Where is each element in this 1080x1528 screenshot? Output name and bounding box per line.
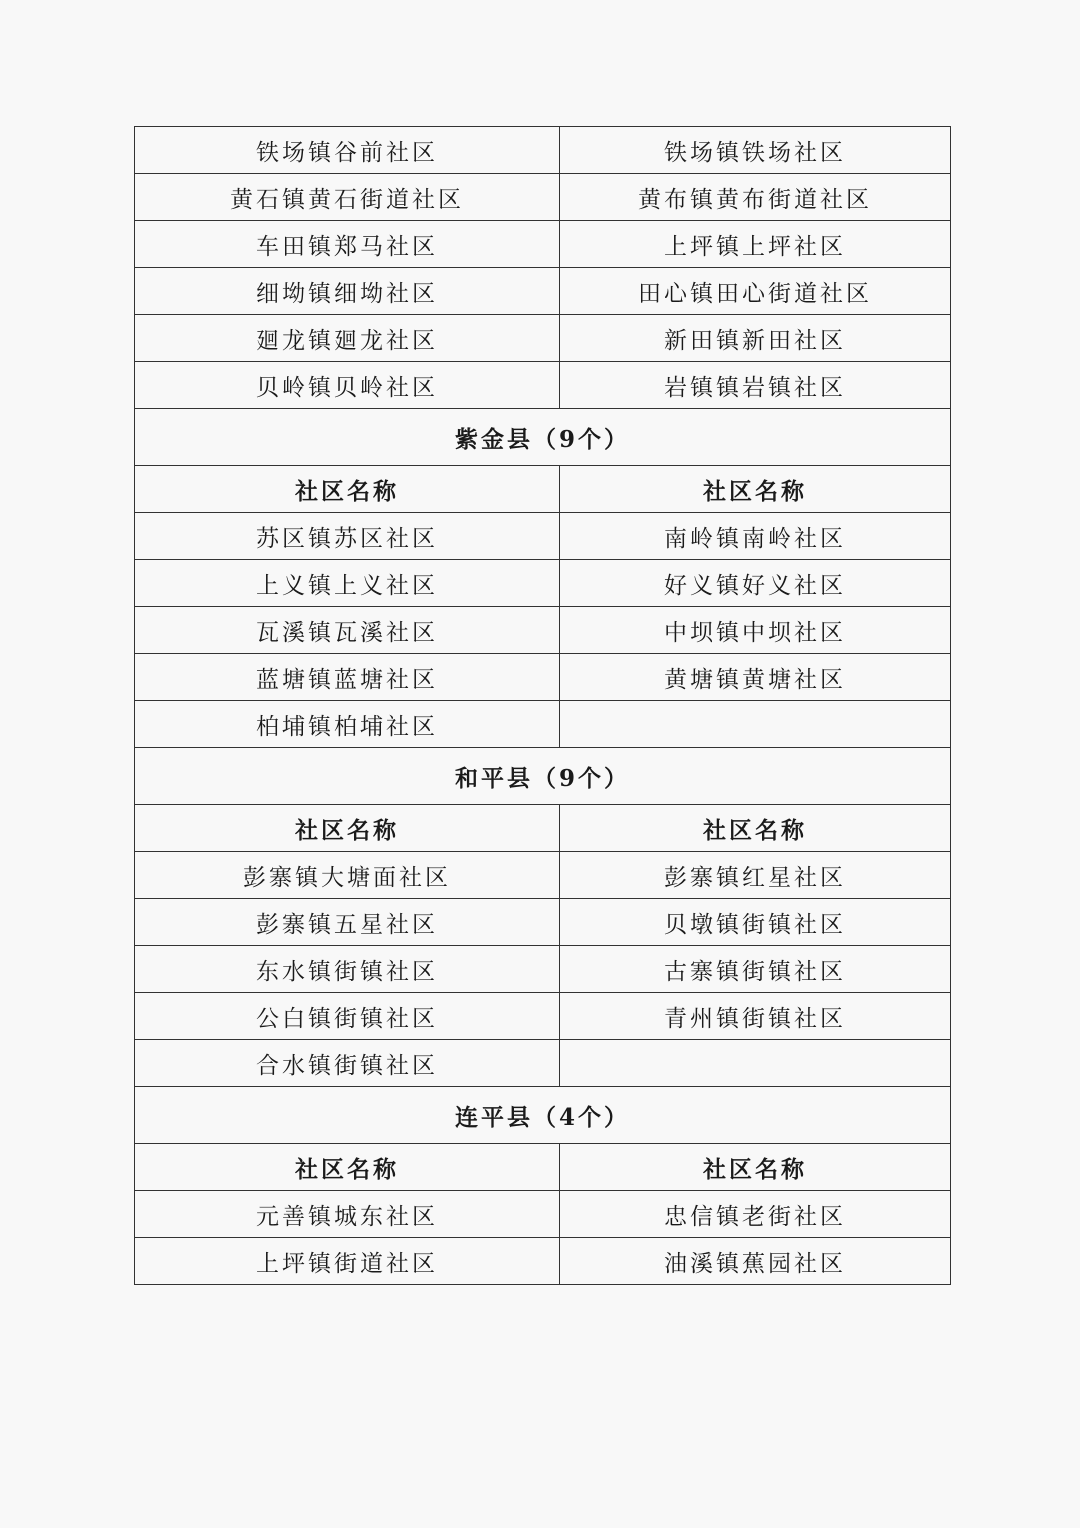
table-cell: 贝墩镇街镇社区 (560, 899, 951, 946)
section-title-row (135, 1087, 951, 1144)
column-header: 社区名称 (560, 805, 951, 852)
table-row (135, 654, 951, 701)
table-row (135, 607, 951, 654)
table-cell: 合水镇街镇社区 (135, 1040, 560, 1087)
section-title: 和平县（9个） (135, 748, 951, 805)
header-row (135, 466, 951, 513)
section-title: 紫金县（9个） (135, 409, 951, 466)
table-cell: 蓝塘镇蓝塘社区 (135, 654, 560, 701)
section-title: 连平县（4个） (135, 1087, 951, 1144)
table-cell: 彭寨镇五星社区 (135, 899, 560, 946)
column-header: 社区名称 (560, 1144, 951, 1191)
column-header: 社区名称 (135, 805, 560, 852)
table-row (135, 1040, 951, 1087)
table-cell: 岩镇镇岩镇社区 (560, 362, 951, 409)
table-cell: 上坪镇上坪社区 (560, 221, 951, 268)
column-header: 社区名称 (135, 466, 560, 513)
table-cell: 苏区镇苏区社区 (135, 513, 560, 560)
table-row (135, 1238, 951, 1285)
table-row (135, 993, 951, 1040)
table-row (135, 174, 951, 221)
table-cell: 中坝镇中坝社区 (560, 607, 951, 654)
table-cell: 铁场镇铁场社区 (560, 127, 951, 174)
table-row (135, 1191, 951, 1238)
table-cell: 东水镇街镇社区 (135, 946, 560, 993)
table-cell: 彭寨镇红星社区 (560, 852, 951, 899)
table-cell: 铁场镇谷前社区 (135, 127, 560, 174)
table-cell: 瓦溪镇瓦溪社区 (135, 607, 560, 654)
table-row (135, 560, 951, 607)
table-cell: 黄塘镇黄塘社区 (560, 654, 951, 701)
table-row (135, 701, 951, 748)
table-cell: 贝岭镇贝岭社区 (135, 362, 560, 409)
header-row (135, 805, 951, 852)
table-cell-empty (560, 701, 951, 748)
table-cell: 细坳镇细坳社区 (135, 268, 560, 315)
table-cell: 柏埔镇柏埔社区 (135, 701, 560, 748)
section-title-row (135, 748, 951, 805)
table-cell: 车田镇郑马社区 (135, 221, 560, 268)
table-cell: 黄布镇黄布街道社区 (560, 174, 951, 221)
table-cell: 上义镇上义社区 (135, 560, 560, 607)
header-row (135, 1144, 951, 1191)
table-cell: 好义镇好义社区 (560, 560, 951, 607)
table-cell: 元善镇城东社区 (135, 1191, 560, 1238)
table-cell: 彭寨镇大塘面社区 (135, 852, 560, 899)
table-cell: 公白镇街镇社区 (135, 993, 560, 1040)
table-cell: 廻龙镇廻龙社区 (135, 315, 560, 362)
table-cell: 古寨镇街镇社区 (560, 946, 951, 993)
section-title-row (135, 409, 951, 466)
table-row (135, 268, 951, 315)
table-row (135, 513, 951, 560)
table-row (135, 362, 951, 409)
column-header: 社区名称 (560, 466, 951, 513)
table-cell-empty (560, 1040, 951, 1087)
table-row (135, 946, 951, 993)
table-cell: 新田镇新田社区 (560, 315, 951, 362)
table-cell: 青州镇街镇社区 (560, 993, 951, 1040)
table-cell: 田心镇田心街道社区 (560, 268, 951, 315)
table-cell: 南岭镇南岭社区 (560, 513, 951, 560)
column-header: 社区名称 (135, 1144, 560, 1191)
community-table (134, 126, 951, 1285)
table-cell: 上坪镇街道社区 (135, 1238, 560, 1285)
table-row (135, 127, 951, 174)
table-row (135, 221, 951, 268)
table-cell: 忠信镇老街社区 (560, 1191, 951, 1238)
table-cell: 油溪镇蕉园社区 (560, 1238, 951, 1285)
table-row (135, 315, 951, 362)
table-row (135, 899, 951, 946)
table-cell: 黄石镇黄石街道社区 (135, 174, 560, 221)
table-row (135, 852, 951, 899)
